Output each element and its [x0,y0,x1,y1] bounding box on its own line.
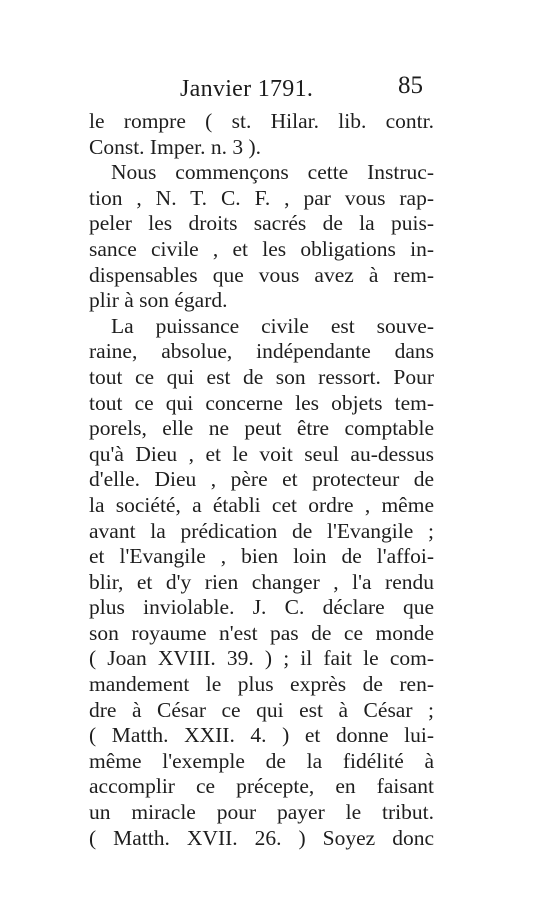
text-line: sance civile , et les obligations in- [89,236,434,261]
text-line: la société, a établi cet ordre , même [89,492,434,517]
text-line: plus inviolable. J. C. déclare que [89,595,434,620]
text-line: tion , N. T. C. F. , par vous rap- [89,185,434,210]
text-line: dre à César ce qui est à César ; [89,697,434,722]
text-line: le rompre ( st. Hilar. lib. contr. [89,109,434,133]
text-line: plir à son égard. [89,288,228,313]
text-line: son royaume n'est pas de ce monde [89,620,434,645]
page-header [0,70,545,110]
page-number: 85 [398,72,423,99]
running-title: Janvier 1791. [180,76,314,102]
text-line: ( Joan XVIII. 39. ) ; il fait le com- [89,646,434,671]
text-line: et l'Evangile , bien loin de l'affoi- [89,544,434,569]
text-line: raine, absolue, indépendante dans [89,339,434,364]
text-line: avant la prédication de l'Evangile ; [89,518,434,543]
text-line: Nous commençons cette Instruc- [111,160,434,185]
body-text [89,109,434,851]
text-line: mandement le plus exprès de ren- [89,672,434,697]
text-line: d'elle. Dieu , père et protecteur de [89,467,434,492]
text-line: porels, elle ne peut être comptable [89,416,434,441]
text-line: peler les droits sacrés de la puis- [89,211,434,236]
text-line: accomplir ce précepte, en faisant [89,774,434,799]
text-line: même l'exemple de la fidélité à [89,748,434,773]
text-line: ( Matth. XXII. 4. ) et donne lui- [89,723,434,748]
text-line: qu'à Dieu , et le voit seul au-dessus [89,441,434,466]
text-line: ( Matth. XVII. 26. ) Soyez donc [89,825,434,850]
text-line: blir, et d'y rien changer , l'a rendu [89,569,434,594]
text-line: tout ce qui concerne les objets tem- [89,390,434,415]
text-line: Const. Imper. n. 3 ). [89,134,261,159]
text-line: dispensables que vous avez à rem- [89,262,434,287]
text-line: tout ce qui est de son ressort. Pour [89,364,434,389]
text-line: un miracle pour payer le tribut. [89,800,434,825]
text-line: La puissance civile est souve- [111,313,434,338]
